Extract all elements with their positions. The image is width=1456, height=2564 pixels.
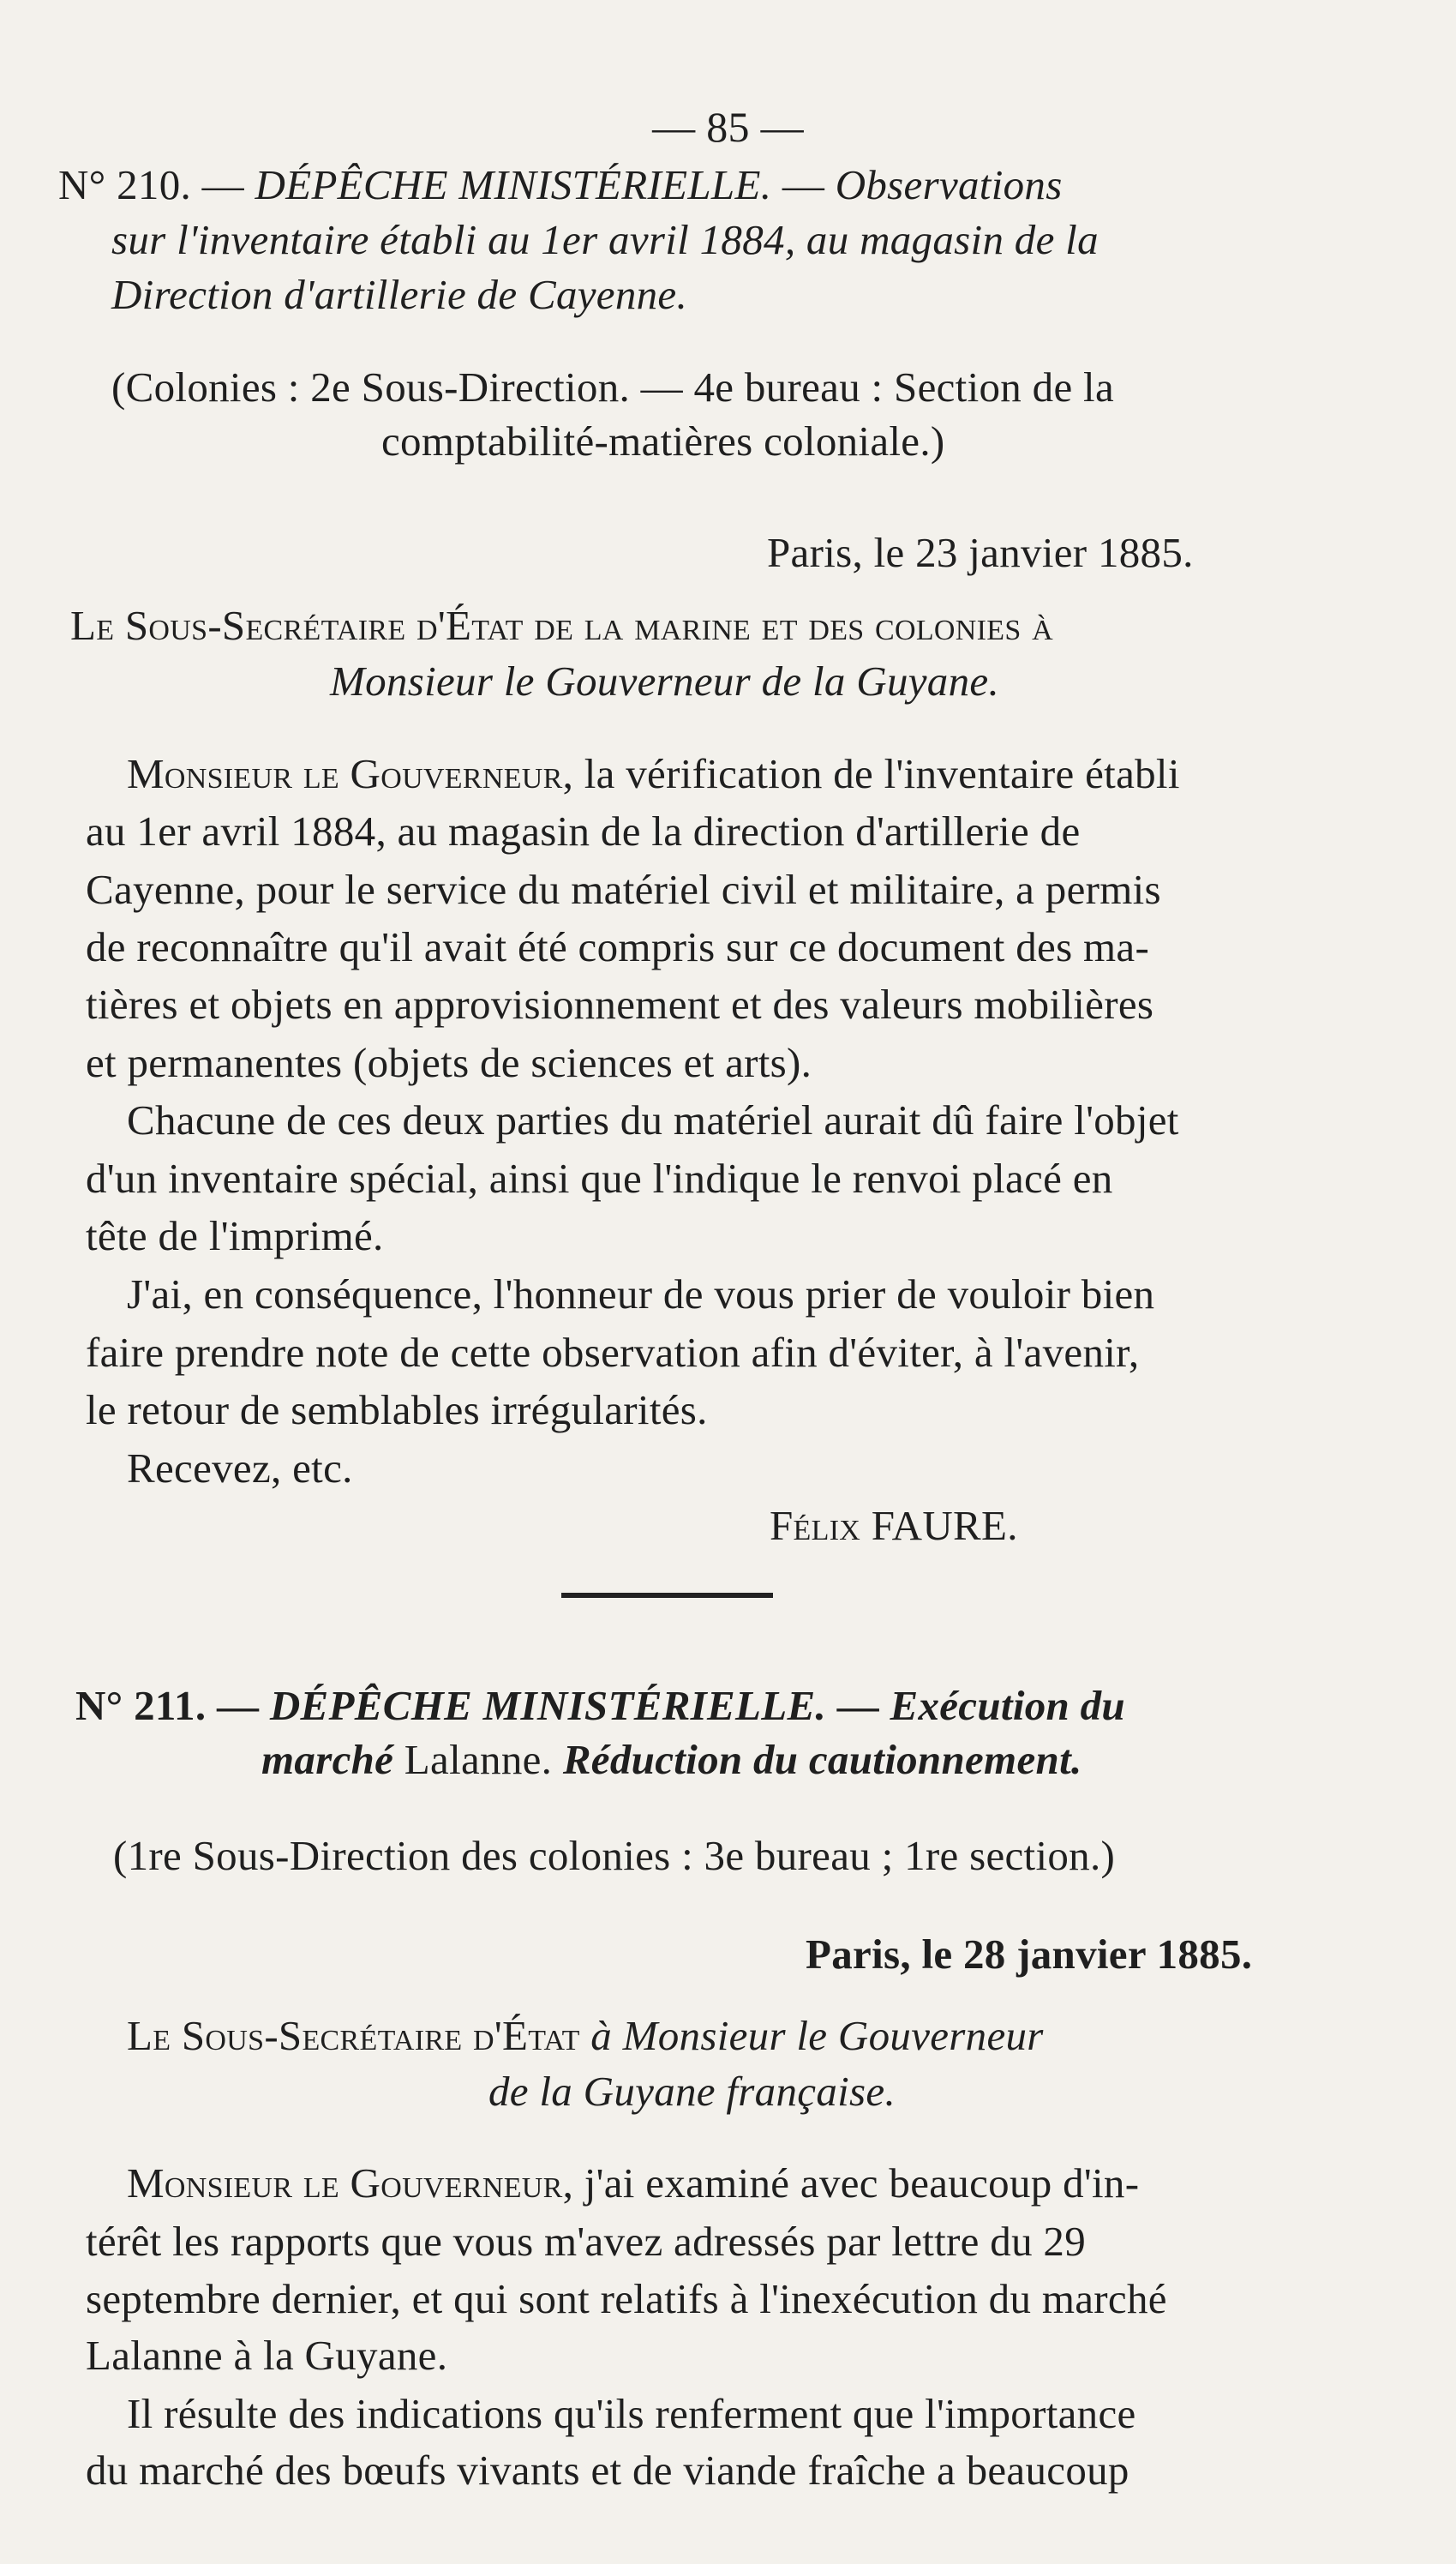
section-separator-rule (561, 1593, 773, 1598)
entry-211-address-l1a: Le Sous-Secrétaire d'État (127, 2012, 580, 2059)
entry-210-subject-l3: Direction d'artillerie de Cayenne. (111, 271, 688, 318)
entry-211-subject-l2c: Réduction du cautionnement. (562, 1736, 1082, 1783)
entry-210-body-4: de reconnaître qu'il avait été compris sur ce document des ma- (86, 923, 1150, 970)
entry-210-subject-l1: Observations (835, 161, 1063, 208)
entry-211-number: N° 211. (75, 1682, 207, 1729)
entry-210-address-l1: Le Sous-Secrétaire d'État de la marine et des colonies à (70, 602, 1053, 649)
entry-210-body-7: Chacune de ces deux parties du matériel aurait dû faire l'objet (127, 1096, 1179, 1144)
entry-210-office-l1: (Colonies : 2e Sous-Direction. — 4e bureau : Section de la (111, 363, 1114, 411)
entry-211-heading-dash: — (216, 1682, 260, 1729)
entry-210-address-l2: Monsieur le Gouverneur de la Guyane. (330, 658, 999, 705)
entry-211-salutation: Monsieur le Gouverneur, (127, 2159, 574, 2207)
entry-210-signature-last: FAURE. (871, 1502, 1018, 1549)
entry-211-heading-line (75, 1680, 1125, 1732)
entry-211-body-4: Lalanne à la Guyane. (86, 2332, 448, 2379)
entry-210-body-3: Cayenne, pour le service du matériel civil et militaire, a permis (86, 866, 1161, 913)
entry-210-date: Paris, le 23 janvier 1885. (767, 529, 1194, 576)
entry-210-body-11: faire prendre note de cette observation afin d'éviter, à l'avenir, (86, 1329, 1140, 1376)
entry-211-subject-line-2 (261, 1734, 1082, 1786)
entry-210-body-line-1 (127, 748, 1180, 800)
entry-211-subject-dash: — (836, 1682, 879, 1729)
entry-210-body-6: et permanentes (objets de sciences et arts). (86, 1039, 812, 1086)
entry-211-date: Paris, le 28 janvier 1885. (806, 1931, 1253, 1978)
entry-211-office: (1re Sous-Direction des colonies : 3e bureau ; 1re section.) (113, 1832, 1116, 1879)
entry-211-body-2: térêt les rapports que vous m'avez adressés par lettre du 29 (86, 2218, 1087, 2265)
entry-210-subject-dash: — (782, 161, 825, 208)
entry-210-signature-first: Félix (770, 1502, 861, 1549)
entry-210-body-8: d'un inventaire spécial, ainsi que l'indique le renvoi placé en (86, 1155, 1113, 1202)
page-number: — 85 — (652, 103, 804, 151)
entry-211-body-6: du marché des bœufs vivants et de viande fraîche a beaucoup (86, 2447, 1129, 2494)
entry-210-body-10: J'ai, en conséquence, l'honneur de vous prier de vouloir bien (127, 1270, 1155, 1318)
entry-211-subject-l1: Exécution du (890, 1682, 1125, 1729)
entry-210-salutation: Monsieur le Gouverneur, (127, 750, 574, 797)
entry-211-body-line-1 (127, 2158, 1139, 2209)
entry-211-subject-l2a: marché (261, 1736, 394, 1783)
entry-211-address-l1b: à Monsieur le Gouverneur (590, 2012, 1044, 2059)
entry-210-heading-dash: — (201, 161, 244, 208)
entry-210-heading: DÉPÊCHE MINISTÉRIELLE. (255, 161, 772, 208)
entry-211-subject-l2b: Lalanne. (404, 1736, 553, 1783)
entry-210-signature (770, 1500, 1018, 1552)
entry-210-body-12: le retour de semblables irrégularités. (86, 1386, 708, 1433)
entry-211-heading: DÉPÊCHE MINISTÉRIELLE. (269, 1682, 827, 1729)
entry-210-number: N° 210. (58, 161, 192, 208)
entry-211-body-1: j'ai examiné avec beaucoup d'in- (584, 2159, 1140, 2207)
entry-210-subject-l2: sur l'inventaire établi au 1er avril 1884, au magasin de la (111, 216, 1099, 263)
entry-210-office-l2: comptabilité-matières coloniale.) (381, 417, 945, 465)
entry-211-body-3: septembre dernier, et qui sont relatifs à l'inexécution du marché (86, 2275, 1167, 2322)
entry-211-body-5: Il résulte des indications qu'ils renferment que l'importance (127, 2390, 1136, 2437)
entry-210-body-9: tête de l'imprimé. (86, 1212, 384, 1259)
entry-210-body-13: Recevez, etc. (127, 1444, 353, 1492)
entry-210-body-1: la vérification de l'inventaire établi (584, 750, 1180, 797)
entry-211-address-line-1 (127, 2010, 1044, 2062)
entry-210-heading-line (58, 159, 1063, 211)
entry-211-address-l2: de la Guyane française. (488, 2068, 896, 2115)
entry-210-body-2: au 1er avril 1884, au magasin de la direction d'artillerie de (86, 808, 1081, 855)
entry-210-body-5: tières et objets en approvisionnement et des valeurs mobilières (86, 981, 1154, 1028)
